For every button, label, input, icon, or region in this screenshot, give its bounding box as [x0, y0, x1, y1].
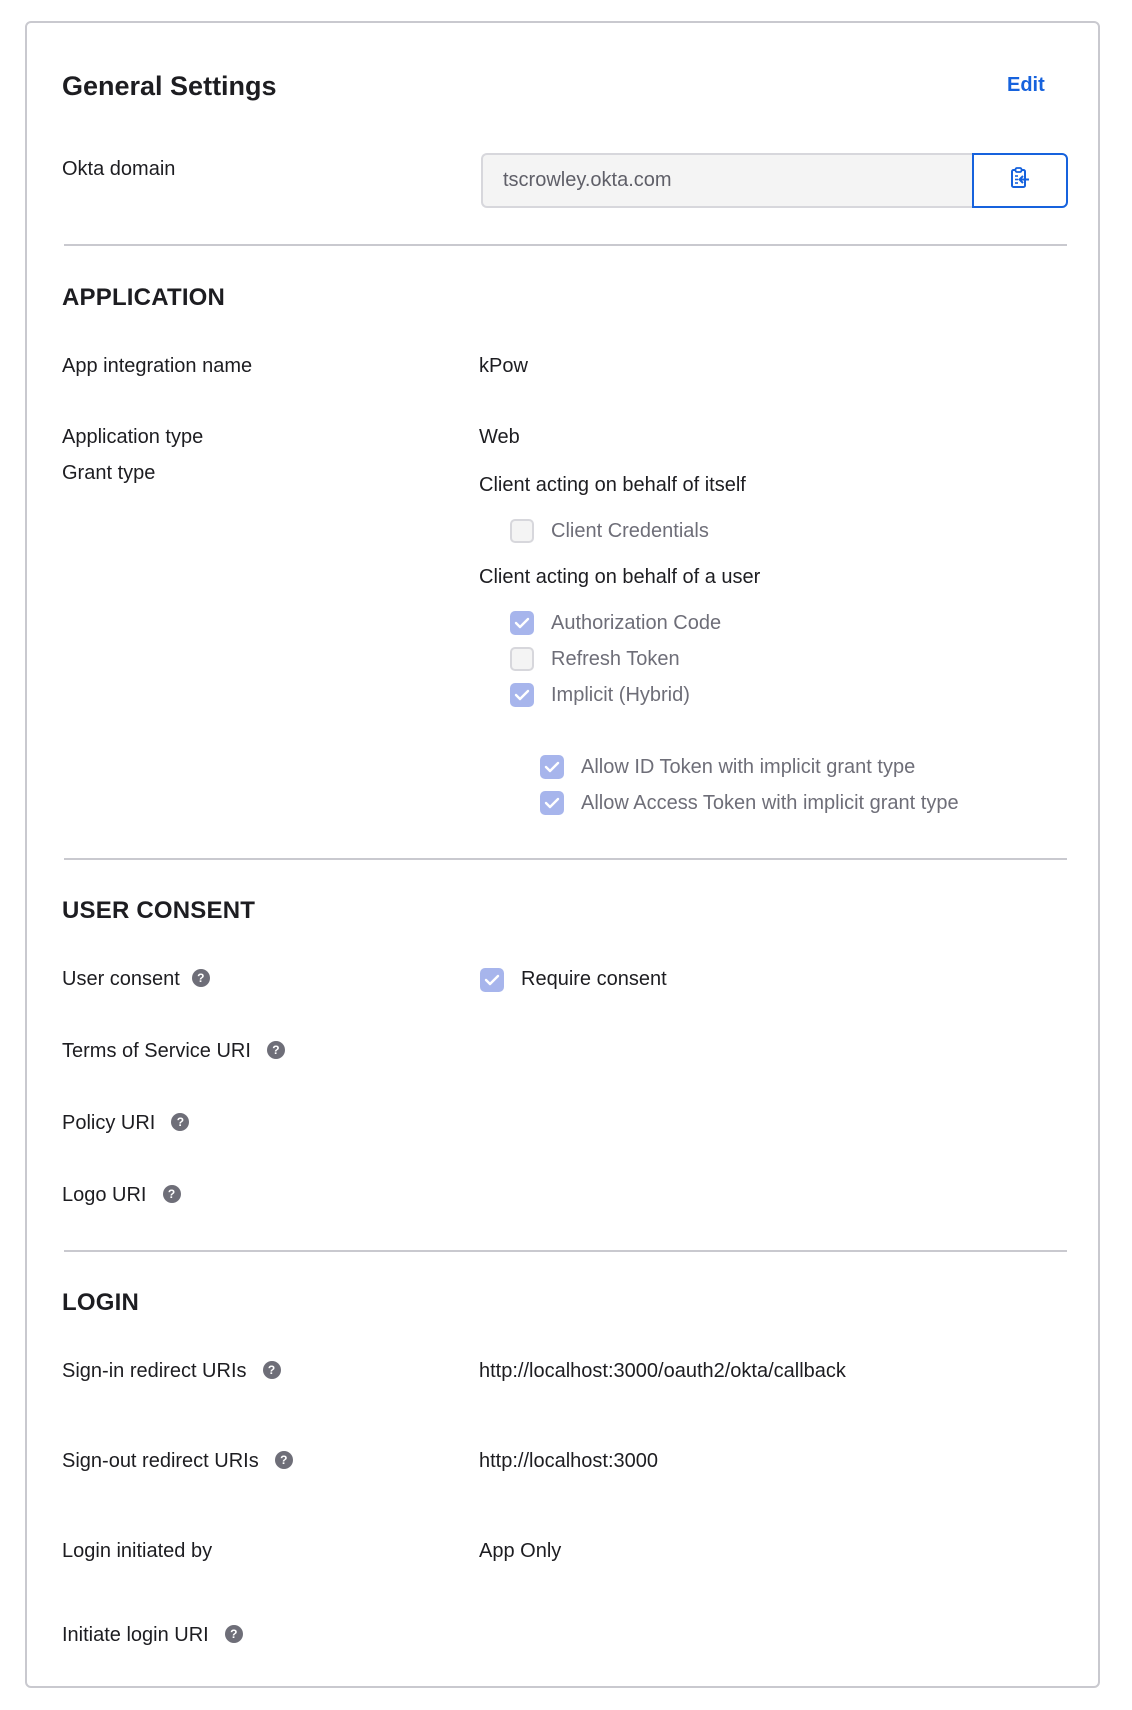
allow-access-token-label: Allow Access Token with implicit grant type: [581, 792, 959, 814]
login-initiated-by-label: Login initiated by: [62, 1540, 213, 1562]
checkmark-icon: [514, 616, 530, 630]
divider: [64, 1250, 1067, 1252]
application-type-value: Web: [479, 426, 520, 448]
section-heading-application: APPLICATION: [62, 284, 226, 311]
help-icon[interactable]: ?: [171, 1113, 189, 1131]
initiate-login-uri-label: [62, 1624, 243, 1647]
help-icon[interactable]: ?: [275, 1451, 293, 1469]
help-icon[interactable]: ?: [263, 1361, 281, 1379]
help-icon[interactable]: ?: [267, 1041, 285, 1059]
checkmark-icon: [484, 973, 500, 987]
require-consent-label: Require consent: [521, 968, 667, 990]
sign-out-redirect-uris-label: [62, 1450, 293, 1473]
require-consent-checkbox[interactable]: [480, 968, 504, 992]
allow-access-token-checkbox[interactable]: [540, 791, 564, 815]
page-title: General Settings: [62, 71, 277, 101]
refresh-token-label: Refresh Token: [551, 648, 680, 670]
divider: [64, 858, 1067, 860]
sign-out-redirect-uris-value: http://localhost:3000: [479, 1450, 659, 1472]
initiate-login-uri-label-text: Initiate login URI: [62, 1624, 209, 1646]
user-consent-label: [62, 968, 210, 991]
checkmark-icon: [544, 796, 560, 810]
clipboard-copy-icon: [1010, 167, 1030, 194]
help-icon[interactable]: ?: [192, 969, 210, 987]
checkmark-icon: [514, 688, 530, 702]
app-integration-name-value: kPow: [479, 355, 528, 377]
section-heading-login: LOGIN: [62, 1289, 139, 1316]
section-heading-user-consent: USER CONSENT: [62, 897, 256, 924]
okta-domain-field[interactable]: tscrowley.okta.com: [481, 153, 974, 208]
application-type-label: Application type: [62, 426, 204, 448]
client-credentials-checkbox[interactable]: [510, 519, 534, 543]
help-icon[interactable]: ?: [163, 1185, 181, 1203]
authorization-code-label: Authorization Code: [551, 612, 722, 634]
sign-in-redirect-uris-label-text: Sign-in redirect URIs: [62, 1360, 247, 1382]
terms-of-service-uri-label: [62, 1040, 285, 1063]
implicit-hybrid-checkbox[interactable]: [510, 683, 534, 707]
login-initiated-by-value: App Only: [479, 1540, 562, 1562]
user-consent-label-text: User consent: [62, 968, 180, 990]
sign-in-redirect-uris-value: http://localhost:3000/oauth2/okta/callback: [479, 1360, 846, 1382]
okta-domain-label: Okta domain: [62, 158, 176, 180]
implicit-hybrid-label: Implicit (Hybrid): [551, 684, 690, 706]
policy-uri-label-text: Policy URI: [62, 1112, 156, 1134]
grant-type-label: Grant type: [62, 462, 156, 484]
allow-id-token-label: Allow ID Token with implicit grant type: [581, 756, 916, 778]
sign-in-redirect-uris-label: [62, 1360, 281, 1383]
authorization-code-checkbox[interactable]: [510, 611, 534, 635]
allow-id-token-checkbox[interactable]: [540, 755, 564, 779]
policy-uri-label: [62, 1112, 189, 1135]
help-icon[interactable]: ?: [225, 1625, 243, 1643]
grant-group-itself-label: Client acting on behalf of itself: [479, 474, 746, 496]
terms-of-service-uri-label-text: Terms of Service URI: [62, 1040, 251, 1062]
copy-domain-button[interactable]: [972, 153, 1068, 208]
general-settings-card: [25, 21, 1100, 1688]
client-credentials-label: Client Credentials: [551, 520, 709, 542]
sign-out-redirect-uris-label-text: Sign-out redirect URIs: [62, 1450, 259, 1472]
checkmark-icon: [544, 760, 560, 774]
app-integration-name-label: App integration name: [62, 355, 253, 377]
logo-uri-label-text: Logo URI: [62, 1184, 147, 1206]
edit-button[interactable]: Edit: [1007, 74, 1045, 96]
grant-group-user-label: Client acting on behalf of a user: [479, 566, 761, 588]
logo-uri-label: [62, 1184, 181, 1207]
divider: [64, 244, 1067, 246]
refresh-token-checkbox[interactable]: [510, 647, 534, 671]
